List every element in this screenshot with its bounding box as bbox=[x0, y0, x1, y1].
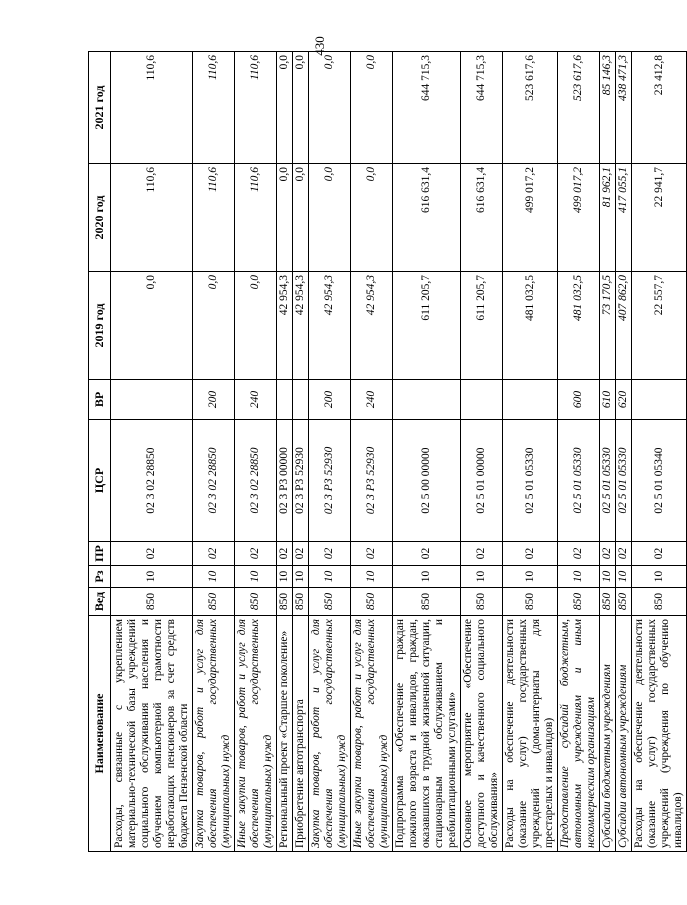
cell-y2020: 81 962,1 bbox=[600, 164, 616, 272]
cell-ved: 850 bbox=[393, 588, 461, 616]
cell-y2019: 481 032,5 bbox=[558, 272, 600, 380]
cell-rz: 10 bbox=[393, 566, 461, 588]
cell-vr: 200 bbox=[309, 380, 351, 420]
cell-y2020: 22 941,7 bbox=[632, 164, 687, 272]
cell-csr: 02 5 01 05330 bbox=[503, 420, 558, 542]
cell-name: Закупка товаров, работ и услуг для обеспечения государственных (муниципальных) нужд bbox=[193, 616, 235, 852]
table-row bbox=[393, 52, 461, 852]
cell-y2020: 417 055,1 bbox=[616, 164, 632, 272]
cell-pr: 02 bbox=[461, 542, 503, 566]
cell-pr: 02 bbox=[503, 542, 558, 566]
header-name: Наименование bbox=[89, 616, 111, 852]
table-row bbox=[632, 52, 687, 852]
table-header-row bbox=[89, 52, 111, 852]
cell-y2021: 644 715,3 bbox=[393, 52, 461, 164]
table-row bbox=[293, 52, 309, 852]
cell-y2020: 499 017,2 bbox=[558, 164, 600, 272]
cell-csr: 02 5 01 05340 bbox=[632, 420, 687, 542]
cell-y2021: 110,6 bbox=[193, 52, 235, 164]
cell-csr: 02 5 01 00000 bbox=[461, 420, 503, 542]
table-row bbox=[503, 52, 558, 852]
header-vr: ВР bbox=[89, 380, 111, 420]
table-body bbox=[111, 52, 687, 852]
cell-pr: 02 bbox=[277, 542, 293, 566]
cell-rz: 10 bbox=[616, 566, 632, 588]
cell-y2020: 499 017,2 bbox=[503, 164, 558, 272]
rotated-table-container bbox=[88, 52, 684, 852]
cell-y2019: 42 954,3 bbox=[309, 272, 351, 380]
cell-y2021: 110,6 bbox=[235, 52, 277, 164]
cell-csr: 02 5 00 00000 bbox=[393, 420, 461, 542]
cell-y2019: 611 205,7 bbox=[393, 272, 461, 380]
cell-name: Приобретение автотранспорта bbox=[293, 616, 309, 852]
cell-rz: 10 bbox=[277, 566, 293, 588]
cell-pr: 02 bbox=[616, 542, 632, 566]
cell-csr: 02 5 01 05330 bbox=[558, 420, 600, 542]
cell-y2019: 481 032,5 bbox=[503, 272, 558, 380]
cell-y2019: 73 170,5 bbox=[600, 272, 616, 380]
cell-vr: 600 bbox=[558, 380, 600, 420]
table-row bbox=[111, 52, 193, 852]
cell-vr bbox=[111, 380, 193, 420]
cell-rz: 10 bbox=[632, 566, 687, 588]
cell-y2020: 0,0 bbox=[351, 164, 393, 272]
cell-ved: 850 bbox=[616, 588, 632, 616]
cell-csr: 02 3 P3 52930 bbox=[293, 420, 309, 542]
cell-vr: 240 bbox=[351, 380, 393, 420]
cell-csr: 02 3 02 28850 bbox=[193, 420, 235, 542]
cell-vr: 620 bbox=[616, 380, 632, 420]
cell-name: Расходы, связанные с укреплением материально-технической базы учреждений социального обслуживания населения и обучением компьютерной грамотности неработающих пенсионеров за счет средств бюджета Пензенской области bbox=[111, 616, 193, 852]
cell-name: Субсидии бюджетным учреждениям bbox=[600, 616, 616, 852]
cell-y2020: 110,6 bbox=[111, 164, 193, 272]
cell-y2021: 110,6 bbox=[111, 52, 193, 164]
header-csr: ЦСР bbox=[89, 420, 111, 542]
cell-pr: 02 bbox=[193, 542, 235, 566]
cell-name: Субсидии автономным учреждениям bbox=[616, 616, 632, 852]
cell-vr: 240 bbox=[235, 380, 277, 420]
page-number: 430 bbox=[312, 36, 327, 56]
cell-y2021: 438 471,3 bbox=[616, 52, 632, 164]
cell-ved: 850 bbox=[461, 588, 503, 616]
cell-rz: 10 bbox=[293, 566, 309, 588]
cell-y2020: 616 631,4 bbox=[461, 164, 503, 272]
cell-y2019: 42 954,3 bbox=[293, 272, 309, 380]
cell-ved: 850 bbox=[600, 588, 616, 616]
cell-y2019: 42 954,3 bbox=[351, 272, 393, 380]
cell-y2021: 0,0 bbox=[309, 52, 351, 164]
table-row bbox=[461, 52, 503, 852]
cell-vr bbox=[632, 380, 687, 420]
cell-csr: 02 3 02 28850 bbox=[235, 420, 277, 542]
cell-pr: 02 bbox=[309, 542, 351, 566]
cell-csr: 02 3 P3 00000 bbox=[277, 420, 293, 542]
cell-name: Региональный проект «Старшее поколение» bbox=[277, 616, 293, 852]
cell-ved: 850 bbox=[632, 588, 687, 616]
cell-rz: 10 bbox=[503, 566, 558, 588]
cell-vr bbox=[461, 380, 503, 420]
cell-name: Иные закупки товаров, работ и услуг для обеспечения государственных (муниципальных) нужд bbox=[351, 616, 393, 852]
cell-name: Основное мероприятие «Обеспечение доступного и качественного социального обслуживания» bbox=[461, 616, 503, 852]
cell-rz: 10 bbox=[309, 566, 351, 588]
cell-y2019: 0,0 bbox=[193, 272, 235, 380]
cell-name: Иные закупки товаров, работ и услуг для обеспечения государственных (муниципальных) нужд bbox=[235, 616, 277, 852]
cell-vr: 200 bbox=[193, 380, 235, 420]
cell-rz: 10 bbox=[600, 566, 616, 588]
table-row bbox=[309, 52, 351, 852]
cell-pr: 02 bbox=[600, 542, 616, 566]
header-2019: 2019 год bbox=[89, 272, 111, 380]
cell-y2020: 110,6 bbox=[193, 164, 235, 272]
table-row bbox=[193, 52, 235, 852]
cell-y2021: 523 617,6 bbox=[558, 52, 600, 164]
table-row bbox=[600, 52, 616, 852]
cell-pr: 02 bbox=[393, 542, 461, 566]
table-row bbox=[235, 52, 277, 852]
cell-name: Предоставление субсидий бюджетным, автономным учреждениям и иным некоммерческим организациям bbox=[558, 616, 600, 852]
cell-ved: 850 bbox=[235, 588, 277, 616]
header-pr: ПР bbox=[89, 542, 111, 566]
cell-y2021: 0,0 bbox=[351, 52, 393, 164]
cell-y2021: 23 412,8 bbox=[632, 52, 687, 164]
cell-pr: 02 bbox=[235, 542, 277, 566]
header-ved: Вед bbox=[89, 588, 111, 616]
cell-csr: 02 5 01 05330 bbox=[616, 420, 632, 542]
cell-rz: 10 bbox=[461, 566, 503, 588]
table-row bbox=[351, 52, 393, 852]
table-row bbox=[616, 52, 632, 852]
cell-y2021: 0,0 bbox=[277, 52, 293, 164]
cell-rz: 10 bbox=[558, 566, 600, 588]
cell-y2019: 22 557,7 bbox=[632, 272, 687, 380]
cell-y2019: 407 862,0 bbox=[616, 272, 632, 380]
cell-rz: 10 bbox=[235, 566, 277, 588]
cell-ved: 850 bbox=[558, 588, 600, 616]
cell-y2020: 0,0 bbox=[293, 164, 309, 272]
header-rz: Рз bbox=[89, 566, 111, 588]
cell-y2020: 0,0 bbox=[309, 164, 351, 272]
header-2020: 2020 год bbox=[89, 164, 111, 272]
cell-pr: 02 bbox=[111, 542, 193, 566]
cell-csr: 02 3 P3 52930 bbox=[351, 420, 393, 542]
cell-pr: 02 bbox=[293, 542, 309, 566]
cell-y2021: 85 146,3 bbox=[600, 52, 616, 164]
cell-vr bbox=[503, 380, 558, 420]
table-row bbox=[277, 52, 293, 852]
cell-y2019: 0,0 bbox=[235, 272, 277, 380]
cell-y2019: 0,0 bbox=[111, 272, 193, 380]
cell-ved: 850 bbox=[193, 588, 235, 616]
cell-rz: 10 bbox=[351, 566, 393, 588]
cell-ved: 850 bbox=[111, 588, 193, 616]
cell-csr: 02 3 P3 52930 bbox=[309, 420, 351, 542]
cell-name: Расходы на обеспечение деятельности (оказание услуг) государственных учреждений (учреждения по обучению инвалидов) bbox=[632, 616, 687, 852]
budget-table bbox=[88, 51, 687, 852]
cell-pr: 02 bbox=[351, 542, 393, 566]
cell-rz: 10 bbox=[111, 566, 193, 588]
cell-ved: 850 bbox=[277, 588, 293, 616]
cell-y2021: 523 617,6 bbox=[503, 52, 558, 164]
cell-ved: 850 bbox=[503, 588, 558, 616]
cell-vr bbox=[277, 380, 293, 420]
cell-y2019: 611 205,7 bbox=[461, 272, 503, 380]
cell-y2019: 42 954,3 bbox=[277, 272, 293, 380]
cell-csr: 02 3 02 28850 bbox=[111, 420, 193, 542]
cell-csr: 02 5 01 05330 bbox=[600, 420, 616, 542]
cell-vr: 610 bbox=[600, 380, 616, 420]
cell-ved: 850 bbox=[309, 588, 351, 616]
cell-y2020: 616 631,4 bbox=[393, 164, 461, 272]
cell-rz: 10 bbox=[193, 566, 235, 588]
cell-pr: 02 bbox=[632, 542, 687, 566]
cell-vr bbox=[393, 380, 461, 420]
cell-name: Закупка товаров, работ и услуг для обеспечения государственных (муниципальных) нужд bbox=[309, 616, 351, 852]
cell-ved: 850 bbox=[351, 588, 393, 616]
cell-vr bbox=[293, 380, 309, 420]
cell-y2020: 110,6 bbox=[235, 164, 277, 272]
header-2021: 2021 год bbox=[89, 52, 111, 164]
cell-ved: 850 bbox=[293, 588, 309, 616]
cell-y2020: 0,0 bbox=[277, 164, 293, 272]
cell-name: Расходы на обеспечение деятельности (оказание услуг) государственных учреждений (дома-интернаты для престарелых и инвалидов) bbox=[503, 616, 558, 852]
cell-pr: 02 bbox=[558, 542, 600, 566]
cell-name: Подпрограмма «Обеспечение граждан пожилого возраста и инвалидов, граждан, оказавшихся в трудной жизненной ситуации, стационарным обслуживанием и реабилитационными услугами» bbox=[393, 616, 461, 852]
cell-y2021: 0,0 bbox=[293, 52, 309, 164]
cell-y2021: 644 715,3 bbox=[461, 52, 503, 164]
table-row bbox=[558, 52, 600, 852]
